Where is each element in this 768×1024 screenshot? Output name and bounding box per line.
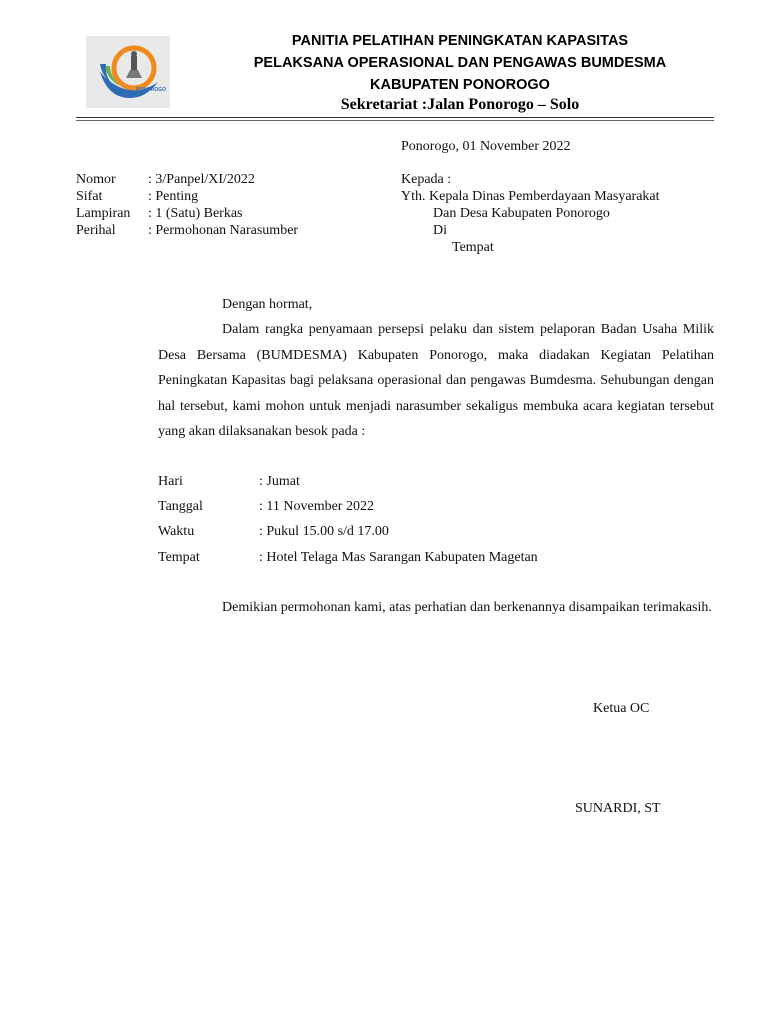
meta-value-sifat: : Penting (148, 189, 199, 204)
closing-paragraph-text: Demikian permohonan kami, atas perhatian dan berkenannya disampaikan terimakasih. (222, 600, 712, 615)
letterhead-divider-thin (76, 120, 714, 121)
meta-label-perihal: Perihal (76, 223, 116, 238)
letterhead-line-1: PANITIA PELATIHAN PENINGKATAN KAPASITAS (291, 33, 629, 49)
letterhead-line-3: KABUPATEN PONOROGO (370, 77, 550, 93)
greeting: Dengan hormat, (222, 297, 313, 312)
signature-title: Ketua OC (593, 701, 650, 716)
recipient-line-3: Di (433, 223, 447, 238)
meta-label-sifat: Sifat (76, 189, 103, 204)
meta-label-lampiran: Lampiran (76, 206, 131, 221)
detail-label-tempat: Tempat (158, 550, 200, 565)
recipient-line-4: Tempat (452, 240, 494, 255)
logo-text: PONOROGO (136, 87, 167, 93)
meta-value-perihal: : Permohonan Narasumber (148, 223, 299, 238)
letterhead-line-2: PELAKSANA OPERASIONAL DAN PENGAWAS BUMDESMA (253, 55, 667, 71)
detail-value-waktu: : Pukul 15.00 s/d 17.00 (259, 524, 389, 539)
detail-value-hari: : Jumat (259, 474, 300, 489)
recipient-line-2: Dan Desa Kabupaten Ponorogo (433, 206, 610, 221)
detail-label-waktu: Waktu (158, 524, 195, 539)
signature-name: SUNARDI, ST (575, 801, 661, 816)
meta-value-lampiran: : 1 (Satu) Berkas (148, 206, 243, 221)
body-paragraph-text: Dalam rangka penyamaan persepsi pelaku dan sistem pelaporan Badan Usaha Milik Desa Bersama (BUMDESMA) Kabupaten Ponorogo, maka diadakan Kegiatan Pelatihan Peningkatan Kapasitas bagi pelaksana operasional dan pengawas Bumdesma. Sehubungan dengan hal tersebut, kami mohon untuk menjadi narasumber sekaligus membuka acara kegiatan tersebut yang akan dilaksanakan besok pada : (158, 322, 714, 439)
letterhead-address: Sekretariat :Jalan Ponorogo – Solo (340, 96, 580, 113)
closing-paragraph (158, 595, 714, 621)
recipient-kepada: Kepada : (401, 172, 452, 187)
recipient-line-1: Yth. Kepala Dinas Pemberdayaan Masyarakat (401, 189, 660, 204)
detail-value-tempat: : Hotel Telaga Mas Sarangan Kabupaten Magetan (259, 550, 538, 565)
logo-emblem-icon (86, 36, 170, 108)
detail-label-hari: Hari (158, 474, 183, 489)
body-paragraph (158, 317, 714, 445)
meta-value-nomor: : 3/Panpel/XI/2022 (148, 172, 255, 187)
organization-logo (86, 36, 170, 108)
place-date: Ponorogo, 01 November 2022 (401, 139, 571, 154)
letterhead-divider (76, 117, 714, 118)
meta-label-nomor: Nomor (76, 172, 116, 187)
detail-label-tanggal: Tanggal (158, 499, 203, 514)
detail-value-tanggal: : 11 November 2022 (259, 499, 374, 514)
